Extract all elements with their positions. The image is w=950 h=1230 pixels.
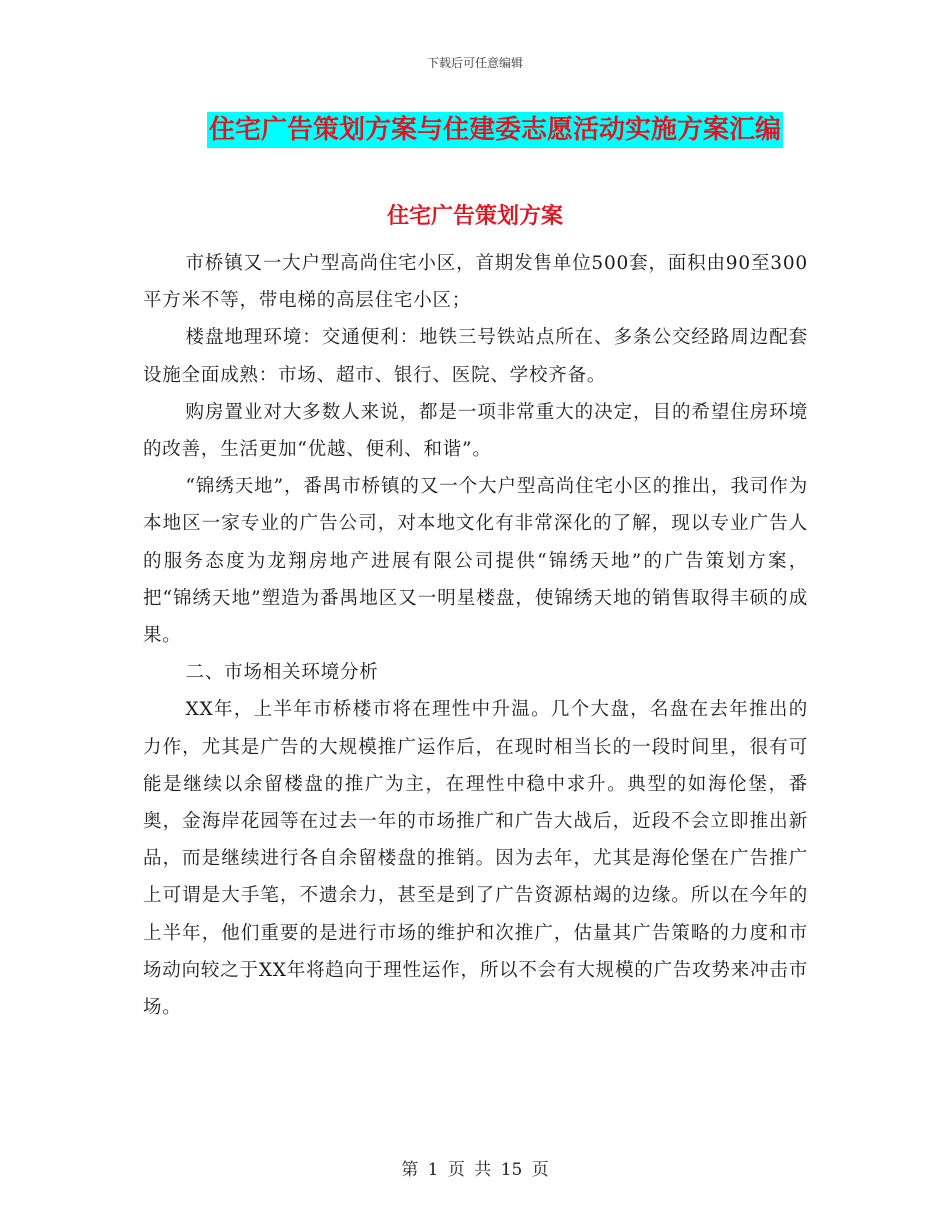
subsection-heading: 二、市场相关环境分析 [185, 662, 379, 684]
document-title: 住宅广告策划方案与住建委志愿活动实施方案汇编 [207, 112, 783, 148]
document-title-container [0, 112, 950, 148]
body-paragraph: “锦绣天地”，番禺市桥镇的又一个大户型高尚住宅小区的推出，我司作为本地区一家专业的广告公司，对本地文化有非常深化的了解，现以专业广告人的服务态度为龙翔房地产进展有限公司提供“锦绣天地”的广告策划方案，把“锦绣天地”塑造为番禺地区又一明星楼盘，使锦绣天地的销售取得丰硕的成果。 [143, 476, 808, 647]
body-paragraph: 楼盘地理环境：交通便利：地铁三号铁站点所在、多条公交经路周边配套设施全面成熟：市场、超市、银行、医院、学校齐备。 [143, 327, 808, 386]
body-paragraph: 购房置业对大多数人来说，都是一项非常重大的决定，目的希望住房环境的改善，生活更加“优越、便利、和谐”。 [143, 401, 808, 461]
body-paragraph: XX年，上半年市桥楼市将在理性中升温。几个大盘，名盘在去年推出的力作，尤其是广告的大规模推广运作后，在现时相当长的一段时间里，很有可能是继续以余留楼盘的推广为主，在理性中稳中求升。典型的如海伦堡，番奥，金海岸花园等在过去一年的市场推广和广告大战后，近段不会立即推出新品，而是继续进行各自余留楼盘的推销。因为去年，尤其是海伦堡在广告推广上可谓是大手笔，不遗余力，甚至是到了广告资源枯竭的边缘。所以在今年的上半年，他们重要的是进行市场的维护和次推广，估量其广告策略的力度和市场动向较之于XX年将趋向于理性运作，所以不会有大规模的广告攻势来冲击市场。 [143, 699, 808, 1019]
document-body [143, 245, 808, 1026]
page-number-footer: 第 1 页 共 15 页 [401, 1160, 549, 1180]
section-title: 住宅广告策划方案 [386, 204, 563, 229]
body-paragraph: 市桥镇又一大户型高尚住宅小区，首期发售单位500套，面积由90至300平方米不等，带电梯的高层住宅小区； [143, 253, 808, 312]
page-header-note: 下载后可任意编辑 [426, 56, 523, 70]
